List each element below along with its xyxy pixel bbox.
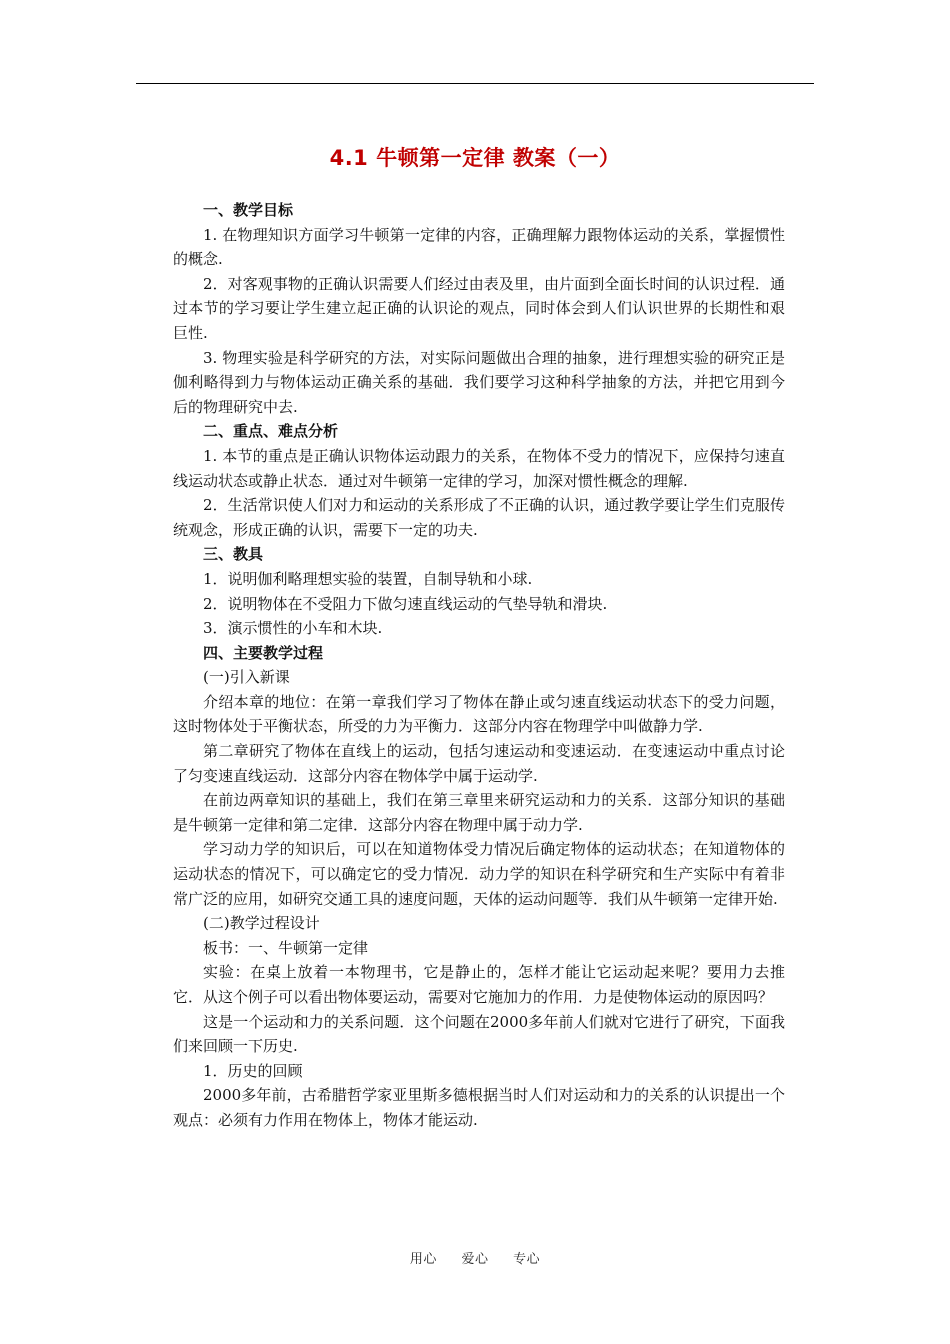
- body-paragraph: 1. 本节的重点是正确认识物体运动跟力的关系，在物体不受力的情况下，应保持匀速直线运动状态或静止状态．通过对牛顿第一定律的学习，加深对惯性概念的理解.: [173, 446, 785, 490]
- body-paragraph: 2．说明物体在不受阻力下做匀速直线运动的气垫导轨和滑块.: [203, 594, 608, 613]
- body-paragraph: 在前边两章知识的基础上，我们在第三章里来研究运动和力的关系．这部分知识的基础是牛顿第一定律和第二定律．这部分内容在物理中属于动力学.: [173, 791, 785, 834]
- body-paragraph: 1. 在物理知识方面学习牛顿第一定律的内容，正确理解力跟物体运动的关系，掌握惯性的概念.: [173, 225, 785, 269]
- body-paragraph: 介绍本章的地位：在第一章我们学习了物体在静止或匀速直线运动状态下的受力问题，这时物体处于平衡状态，所受的力为平衡力．这部分内容在物理学中叫做静力学.: [173, 692, 785, 736]
- page-footer: 用心 爱心 专心: [409, 1252, 541, 1267]
- section-heading: 四、主要教学过程: [203, 643, 324, 662]
- body-paragraph: 1．说明伽利略理想实验的装置，自制导轨和小球.: [203, 569, 533, 588]
- body-paragraph: 学习动力学的知识后，可以在知道物体受力情况后确定物体的运动状态；在知道物体的运动状态的情况下，可以确定它的受力情况．动力学的知识在科学研究和生产实际中有着非常广泛的应用，如研究交通工具的速度问题，天体的运动问题等．我们从牛顿第一定律开始.: [173, 840, 785, 908]
- body-paragraph: 3．演示惯性的小车和木块.: [203, 619, 383, 638]
- body-paragraph: 2．生活常识使人们对力和运动的关系形成了不正确的认识，通过教学要让学生们克服传统观念，形成正确的认识，需要下一定的功夫.: [173, 496, 785, 539]
- body-paragraph: 3. 物理实验是科学研究的方法，对实际问题做出合理的抽象，进行理想实验的研究正是伽利略得到力与物体运动正确关系的基础．我们要学习这种科学抽象的方法，并把它用到今后的物理研究中去.: [173, 348, 785, 416]
- section-heading: 二、重点、难点分析: [203, 422, 339, 441]
- body-paragraph: 这是一个运动和力的关系问题．这个问题在2000多年前人们就对它进行了研究，下面我们来回顾一下历史.: [173, 1012, 785, 1056]
- header-rule: [136, 83, 814, 84]
- section-heading: 一、教学目标: [203, 201, 294, 219]
- body-paragraph: 2．对客观事物的正确认识需要人们经过由表及里，由片面到全面长时间的认识过程．通过本节的学习要让学生建立起正确的认识论的观点，同时体会到人们认识世界的长期性和艰巨性.: [173, 274, 785, 342]
- body-paragraph: (一)引入新课: [203, 668, 290, 687]
- section-heading: 三、教具: [203, 545, 264, 564]
- body-paragraph: (二)教学过程设计: [203, 914, 320, 933]
- body-paragraph: 板书：一、牛顿第一定律: [203, 938, 369, 957]
- body-paragraph: 第二章研究了物体在直线上的运动，包括匀速运动和变速运动．在变速运动中重点讨论了匀变速直线运动．这部分内容在物体学中属于运动学.: [173, 742, 785, 785]
- document-body: [173, 198, 785, 1133]
- body-paragraph: 1．历史的回顾: [203, 1061, 303, 1080]
- body-paragraph: 2000多年前，古希腊哲学家亚里斯多德根据当时人们对运动和力的关系的认识提出一个观点：必须有力作用在物体上，物体才能运动.: [173, 1086, 785, 1129]
- page-title: 4.1 牛顿第一定律 教案（一）: [329, 146, 621, 170]
- body-paragraph: 实验：在桌上放着一本物理书，它是静止的，怎样才能让它运动起来呢？要用力去推它．从这个例子可以看出物体要运动，需要对它施加力的作用．力是使物体运动的原因吗？: [173, 963, 785, 1006]
